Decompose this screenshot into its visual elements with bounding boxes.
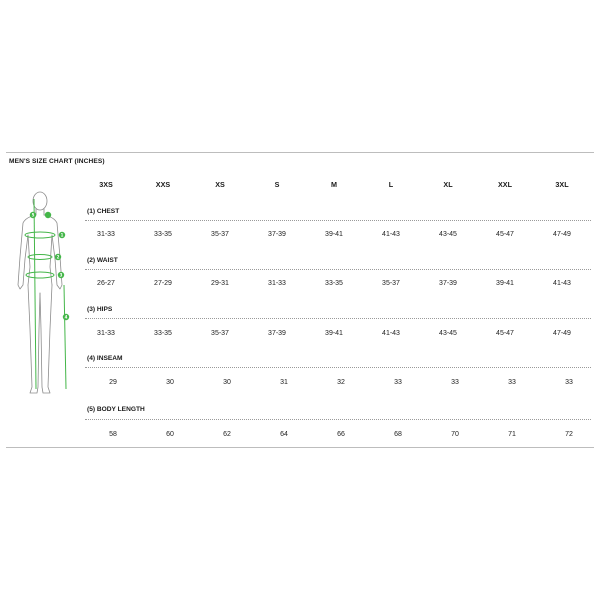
value-cell: 30: [223, 379, 231, 386]
value-cell: 31-33: [97, 231, 115, 238]
chart-title: MEN'S SIZE CHART (INCHES): [9, 158, 105, 165]
size-chart-card: [6, 152, 594, 448]
marker-label: 3: [59, 272, 63, 278]
value-cell: 70: [451, 431, 459, 438]
size-header: XL: [443, 180, 453, 189]
marker-label: 1: [60, 232, 64, 238]
value-cell: 71: [508, 431, 516, 438]
value-cell: 41-43: [382, 231, 400, 238]
value-cell: 35-37: [211, 330, 229, 337]
divider: [85, 269, 591, 270]
section-title-body-length: (5) BODY LENGTH: [87, 406, 145, 413]
section-title-hips: (3) HIPS: [87, 306, 113, 313]
value-cell: 35-37: [211, 231, 229, 238]
value-cell: 66: [337, 431, 345, 438]
value-cell: 29-31: [211, 280, 229, 287]
value-cell: 33: [394, 379, 402, 386]
value-cell: 43-45: [439, 231, 457, 238]
value-cell: 33-35: [154, 330, 172, 337]
size-header: XXL: [498, 180, 512, 189]
value-cell: 29: [109, 379, 117, 386]
divider: [85, 318, 591, 319]
value-cell: 37-39: [439, 280, 457, 287]
section-title-inseam: (4) INSEAM: [87, 355, 123, 362]
divider: [85, 419, 591, 420]
marker-label: 2: [56, 254, 60, 260]
value-cell: 31-33: [97, 330, 115, 337]
size-header: M: [331, 180, 337, 189]
value-cell: 68: [394, 431, 402, 438]
value-cell: 39-41: [325, 231, 343, 238]
divider: [85, 220, 591, 221]
value-cell: 45-47: [496, 330, 514, 337]
value-cell: 37-39: [268, 330, 286, 337]
size-header: L: [388, 180, 394, 189]
value-cell: 31: [280, 379, 288, 386]
value-cell: 45-47: [496, 231, 514, 238]
value-cell: 72: [565, 431, 573, 438]
section-title-chest: (1) CHEST: [87, 208, 120, 215]
value-cell: 33-35: [325, 280, 343, 287]
value-cell: 31-33: [268, 280, 286, 287]
value-cell: 32: [337, 379, 345, 386]
value-cell: 41-43: [382, 330, 400, 337]
value-cell: 64: [280, 431, 288, 438]
value-cell: 33: [451, 379, 459, 386]
value-cell: 26-27: [97, 280, 115, 287]
value-cell: 37-39: [268, 231, 286, 238]
value-cell: 58: [109, 431, 117, 438]
value-cell: 47-49: [553, 231, 571, 238]
value-cell: 30: [166, 379, 174, 386]
value-cell: 39-41: [325, 330, 343, 337]
value-cell: 35-37: [382, 280, 400, 287]
divider: [85, 367, 591, 368]
value-cell: 33: [508, 379, 516, 386]
value-cell: 41-43: [553, 280, 571, 287]
value-cell: 33-35: [154, 231, 172, 238]
value-cell: 43-45: [439, 330, 457, 337]
value-cell: 27-29: [154, 280, 172, 287]
marker-label: 5: [31, 212, 35, 218]
size-header: 3XL: [555, 180, 569, 189]
marker-label: 4: [64, 314, 68, 320]
section-title-waist: (2) WAIST: [87, 257, 118, 264]
value-cell: 60: [166, 431, 174, 438]
size-header: XS: [215, 180, 225, 189]
size-header: 3XS: [99, 180, 113, 189]
value-cell: 62: [223, 431, 231, 438]
size-header: S: [274, 180, 280, 189]
size-header: XXS: [155, 180, 171, 189]
value-cell: 39-41: [496, 280, 514, 287]
value-cell: 47-49: [553, 330, 571, 337]
value-cell: 33: [565, 379, 573, 386]
body-measurement-figure-icon: [6, 189, 80, 419]
